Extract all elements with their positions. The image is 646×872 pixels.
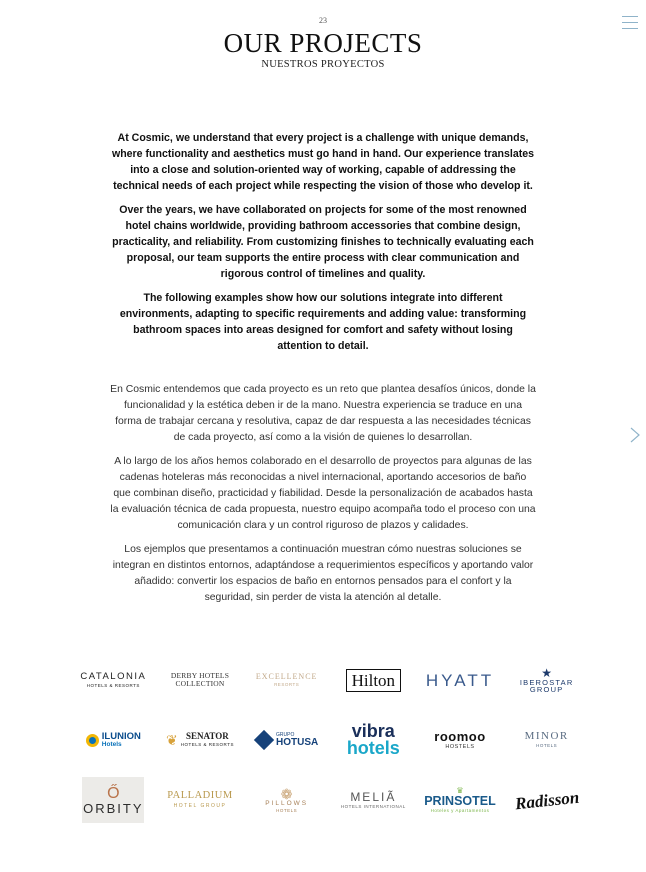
minor-sub: HOTELS [536,743,558,749]
spanish-paragraph-1: En Cosmic entendemos que cada proyecto es un reto que plantea desafíos únicos, donde la funcionalidad y la estética deben ir de la mano. Nuestra experiencia se traduce en una forma de trabajar cercana y resolutiva, capaz de dar respuesta a las necesidades técnicas de cada proyecto, así como a la visión de quienes lo desarrollan. [110,384,536,443]
english-paragraph-3: The following examples show how our solutions integrate into different environments, adapting to specific requirements and adding value: transforming bathroom spaces into areas designed for comfort and safety without losing attention to detail. [119,292,527,352]
iberostar-line1: IBEROSTAR [519,677,574,687]
palladium-name: PALLADIUM [167,790,233,802]
prinsotel-sub: Hoteles y Apartamentos [430,808,490,813]
prinsotel-logo [417,776,504,824]
palladium-sub: HOTEL GROUP [173,802,227,809]
client-logos-grid [70,656,590,824]
pillows-sub: HOTELS [276,808,298,813]
roomoo-sub: HOSTELS [445,743,475,750]
vibra-line2: hotels [346,738,400,758]
catalonia-sub: HOTELS & RESORTS [86,682,140,688]
minor-name: MINOR [524,730,569,743]
vibra-hotels-logo [330,716,417,764]
radisson-logo [503,776,590,824]
melia-name: MELIÃ [350,789,397,804]
spanish-paragraph-2: A lo largo de los años hemos colaborado en el desarrollo de proyectos para algunas de las cadenas hoteleras más reconocidas a nivel internacional, aportando accesorios de baño que combinan diseño, practicidad y fiabilidad. Desde la personalización de acabados hasta la evaluación técnica de cada propuesta, nuestro equipo acompaña todo el proceso con una comunicación clara y un control riguroso de plazos y calidades. [110,456,536,531]
hotusa-diamond-icon [254,730,274,750]
derby-line1: DERBY HOTELS [170,671,230,681]
prinsotel-crown-icon: ♛ [456,785,464,795]
hilton-name: Hilton [346,669,401,692]
pillows-name: PILLOWS [265,799,309,807]
english-paragraph-1: At Cosmic, we understand that every project is a challenge with unique demands, where functionality and aesthetics must go hand in hand. Our experience translates into a close and solution-oriented way of working, capable of addressing the technical needs of each project while respecting the vision of those who develop it. [111,132,535,192]
prinsotel-name: PRINSOTEL [424,793,496,808]
melia-logo [330,776,417,824]
spanish-intro [110,382,536,614]
orbity-emblem-icon: Ő [107,784,120,802]
page-number: 23 [319,16,327,25]
excellence-sub: RESORTS [274,681,300,687]
chevron-right-icon[interactable] [630,427,640,443]
pillows-logo [243,776,330,824]
ilunion-name: ILUNION [101,731,141,742]
ilunion-sub: Hotels [101,740,122,748]
page-subtitle: NUESTROS PROYECTOS [261,59,385,70]
orbity-logo [70,776,157,824]
hotusa-name: HOTUSA [276,736,319,748]
orbity-name: ORBITY [83,800,144,816]
english-paragraph-2: Over the years, we have collaborated on projects for some of the most renowned hotel chains worldwide, providing bathroom accessories that combine design, practicality, and reliability. From customizing finishes to technically evaluating each proposal, our team supports the entire process with clear communication and rigorous control of timelines and quality. [112,204,534,280]
english-intro [110,130,536,362]
senator-name: SENATOR [186,731,229,742]
catalonia-name: CATALONIA [80,671,147,682]
ilunion-logo [70,716,157,764]
hyatt-logo [417,656,504,704]
melia-sub: HOTELS INTERNATIONAL [340,803,406,809]
minor-hotels-logo [503,716,590,764]
palladium-logo [157,776,244,824]
excellence-logo [243,656,330,704]
derby-hotels-logo [157,656,244,704]
star-icon: ★ [541,665,553,680]
iberostar-line2: GROUP [529,685,564,694]
hotusa-logo [243,716,330,764]
derby-line2: COLLECTION [175,679,225,688]
catalonia-logo [70,656,157,704]
hotusa-pre: GRUPO [276,731,295,738]
radisson-name: Radisson [513,787,580,813]
spanish-paragraph-3: Los ejemplos que presentamos a continuación muestran cómo nuestras soluciones se integran en distintos entornos, adaptándose a requerimientos específicos y aportando valor añadido: convertir los espacios de baño en entornos pensados para el confort y la seguridad, sin perder de vista la atención al detalle. [112,544,534,603]
vibra-line1: vibra [351,720,395,741]
excellence-name: EXCELLENCE [255,671,318,681]
iberostar-logo [503,656,590,704]
ilunion-circle-icon [86,734,99,747]
page-title: OUR PROJECTS [223,28,423,58]
hilton-logo [330,656,417,704]
roomoo-logo [417,716,504,764]
senator-logo [157,716,244,764]
roomoo-name: roomoo [434,728,486,744]
senator-swirl-icon: ❦ [166,732,178,748]
pillows-emblem-icon: ❁ [280,785,293,802]
senator-sub: HOTELS & RESORTS [180,742,234,748]
hyatt-name: HYATT [425,670,495,690]
